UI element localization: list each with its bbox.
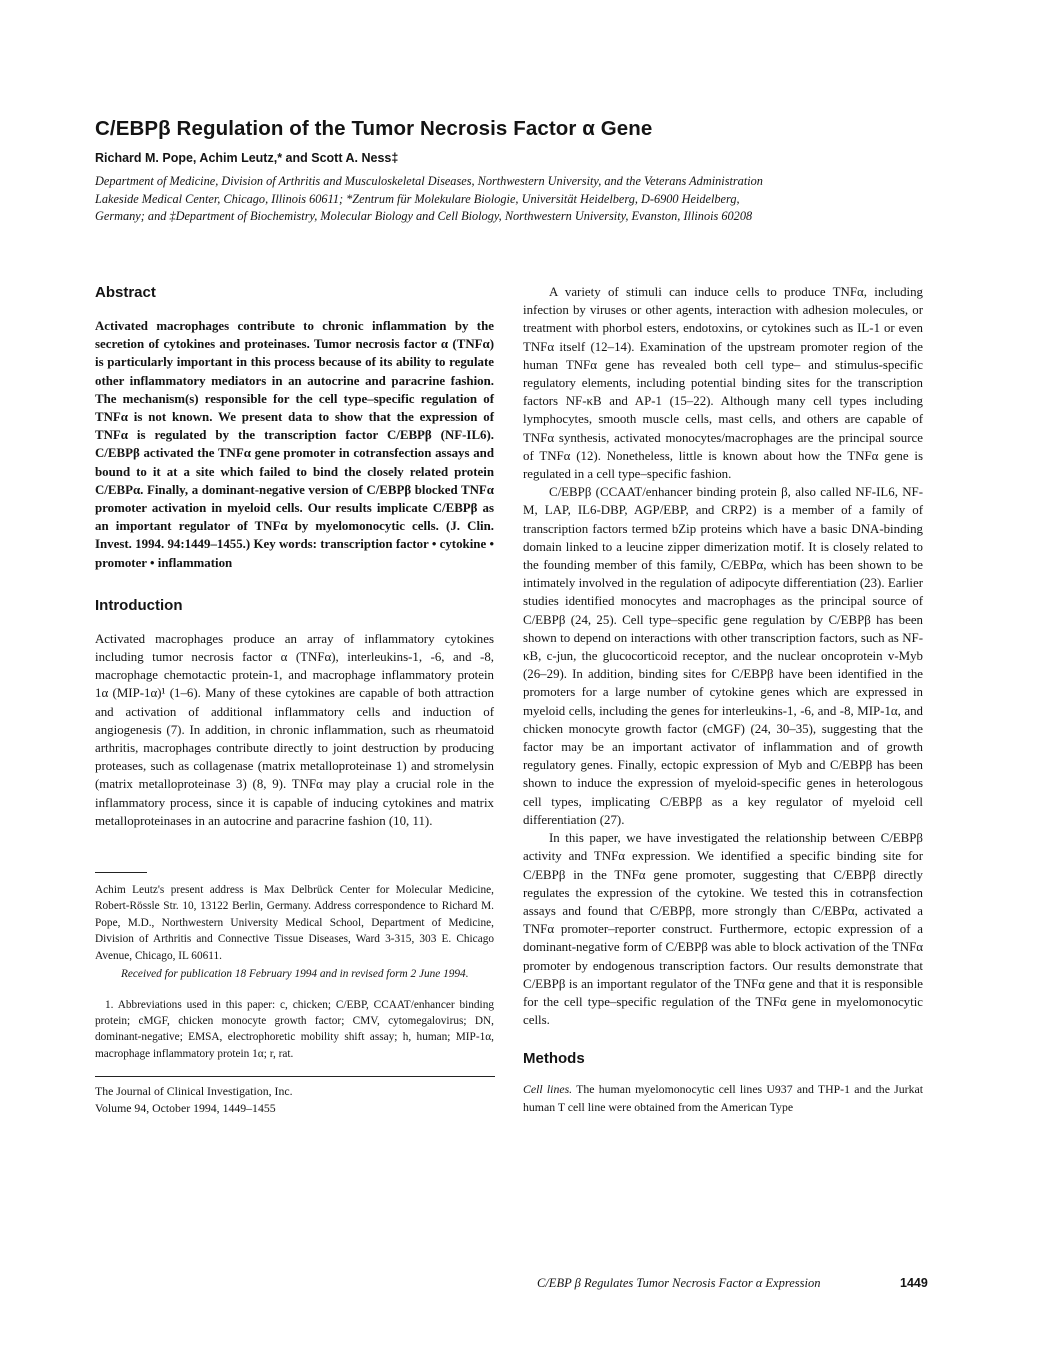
affiliation-line: Department of Medicine, Division of Arthritis and Musculoskeletal Diseases, Northwestern University, and the Veterans Administration: [95, 174, 763, 188]
methods-heading: Methods: [523, 1050, 585, 1068]
right-column: [523, 283, 923, 1117]
abstract-heading: Abstract: [95, 284, 156, 301]
footnote-received: Received for publication 18 February 1994 and in revised form 2 June 1994.: [121, 968, 469, 981]
body-paragraph: C/EBPβ (CCAAT/enhancer binding protein β, also called NF-IL6, NF-M, LAP, IL6-DBP, AGP/EBP, and CRP2) is a member of a family of transcription factors termed bZip proteins which have a basic DNA-binding domain linked to a leucine zipper dimerization motif. It is closely related to the founding member of this family, C/EBPα, which has been shown to be intimately involved in the regulation of adipocyte differentiation (23). Earlier studies identified monocytes and macrophages as the principal source of C/EBPβ (24, 25). Cell type–specific gene regulation by C/EBPβ has been shown to depend on interactions with other transcription factors, such as NF-κB, c-jun, the glucocorticoid receptor, and the nuclear oncoprotein v-Myb (26–29). In addition, binding sites for C/EBPβ have been identified in the promoters for a large number of cytokine genes which are expressed in myeloid cells, including the genes for interleukins-1, -6, and -8, MIP-1α, and chicken monocyte growth factor (cMGF) (24, 30–35), suggesting that the factor may be an important activator of inflammation and of growth regulatory genes. Finally, ectopic expression of Myb and C/EBPβ has been shown to induce the expression of myeloid-specific genes in heterologous cell types, implicating C/EBPβ as a key regulator of myeloid cell differentiation (27).: [523, 485, 923, 827]
affiliation-line: Lakeside Medical Center, Chicago, Illinois 60611; *Zentrum für Molekulare Biologie, Universität Heidelberg, D-6900 Heidelberg,: [95, 191, 740, 206]
introduction-heading: Introduction: [95, 596, 183, 614]
introduction-text: Activated macrophages produce an array of inflammatory cytokines including tumor necrosis factor α (TNFα), interleukins-1, -6, and -8, macrophage chemotactic protein-1, and macrophage inflammatory protein 1α (MIP-1α)¹ (1–6). Many of these cytokines are capable of both attraction and activation of additional inflammatory cells and induction of angiogenesis (7). In addition, in chronic inflammation, such as rheumatoid arthritis, macrophages contribute directly to joint destruction by producing proteases, such as collagenase (matrix metalloproteinase 1) and stromelysin (matrix metalloproteinase 3) (8, 9). TNFα may play a crucial role in the inflammatory process, since it is capable of inducing cytokines and matrix metalloproteinases in an autocrine and paracrine fashion (10, 11).: [95, 631, 494, 828]
author-list: Richard M. Pope, Achim Leutz,* and Scott A. Ness‡: [95, 151, 399, 165]
methods-body: The human myelomonocytic cell lines U937 and THP-1 and the Jurkat human T cell line were obtained from the American Type: [523, 1082, 923, 1115]
footnote-divider: [95, 872, 147, 873]
methods-subheading: Cell lines.: [523, 1082, 573, 1097]
footnote-abbreviations: 1. Abbreviations used in this paper: c, chicken; C/EBP, CCAAT/enhancer binding protein; cMGF, chicken monocyte growth factor; CMV, cytomegalovirus; DN, dominant-negative; EMSA, electrophoretic mobility shift assay; h, human; MIP-1α, macrophage inflammatory protein 1α; r, rat.: [95, 998, 494, 1060]
body-paragraph: In this paper, we have investigated the relationship between C/EBPβ activity and TNFα expression. We identified a specific binding site for C/EBPβ in the TNFα gene promoter, suggesting that C/EBPβ directly regulates the expression of the cytokine. We tested this in cotransfection assays and found that C/EBPβ, more strongly than C/EBPα, activated a TNFα promoter–reporter construct. Furthermore, ectopic expression of a dominant-negative form of C/EBPβ was able to block activation of the TNFα promoter by endogenous transcription factors. Our results demonstrate that C/EBPβ is an important regulator of the TNFα gene and that it is responsible for the cell type–specific regulation of the TNFα gene in myelomonocytic cells.: [523, 831, 923, 1028]
footnote-address: Achim Leutz's present address is Max Delbrück Center for Molecular Medicine, Robert-Rössle Str. 10, 13122 Berlin, Germany. Address correspondence to Richard M. Pope, M.D., Northwestern University Medical School, Department of Medicine, Division of Arthritis and Connective Tissue Diseases, Ward 3-315, 303 E. Chicago Avenue, Chicago, IL 60611.: [95, 884, 494, 962]
affiliations: [95, 173, 925, 226]
page-number: 1449: [900, 1276, 928, 1290]
body-paragraph: A variety of stimuli can induce cells to produce TNFα, including infection by viruses or other agents, interaction with adhesion molecules, or treatment with phorbol esters, endotoxins, or cytokines such as IL-1 or even TNFα itself (12–14). Examination of the upstream promoter region of the human TNFα gene has revealed both cell type– and stimulus-specific regulatory elements, including potential binding sites for the transcription factors NF-κB and AP-1 (15–22). Although many cell types including lymphocytes, smooth muscle cells, mast cells, and others are capable of TNFα synthesis, activated monocytes/macrophages are the principal source of TNFα (12). Nonetheless, little is known about how the TNFα gene is regulated in a cell type–specific fashion.: [523, 285, 923, 482]
running-head: C/EBP β Regulates Tumor Necrosis Factor α Expression: [537, 1276, 821, 1290]
left-column: [95, 283, 494, 1117]
methods-text: [523, 1081, 923, 1117]
article-title: C/EBPβ Regulation of the Tumor Necrosis Factor α Gene: [95, 117, 653, 140]
affiliation-line: Germany; and ‡Department of Biochemistry, Molecular Biology and Cell Biology, Northwestern University, Evanston, Illinois 60208: [95, 209, 753, 223]
abstract-text: Activated macrophages contribute to chronic inflammation by the secretion of cytokines and proteinases. Tumor necrosis factor α (TNFα) is particularly important in this process because of its ability to regulate other inflammatory mediators in an autocrine and paracrine fashion. The mechanism(s) responsible for the cell type–specific regulation of TNFα is not known. We present data to show that the expression of TNFα is regulated by the transcription factor C/EBPβ (NF-IL6). C/EBPβ activated the TNFα gene promoter in cotransfection assays and bound to it at a site which failed to bind the closely related protein C/EBPα. Finally, a dominant-negative version of C/EBPβ blocked TNFα promoter activation in myeloid cells. Our results implicate C/EBPβ as an important regulator of TNFα by myelomonocytic cells. (J. Clin. Invest. 1994. 94:1449–1455.) Key words: transcription factor • cytokine • promoter • inflammation: [95, 319, 494, 570]
journal-volume: Volume 94, October 1994, 1449–1455: [95, 1101, 276, 1116]
journal-info: [95, 1083, 494, 1117]
journal-name: The Journal of Clinical Investigation, Inc.: [95, 1084, 293, 1099]
journal-divider: [95, 1076, 495, 1077]
